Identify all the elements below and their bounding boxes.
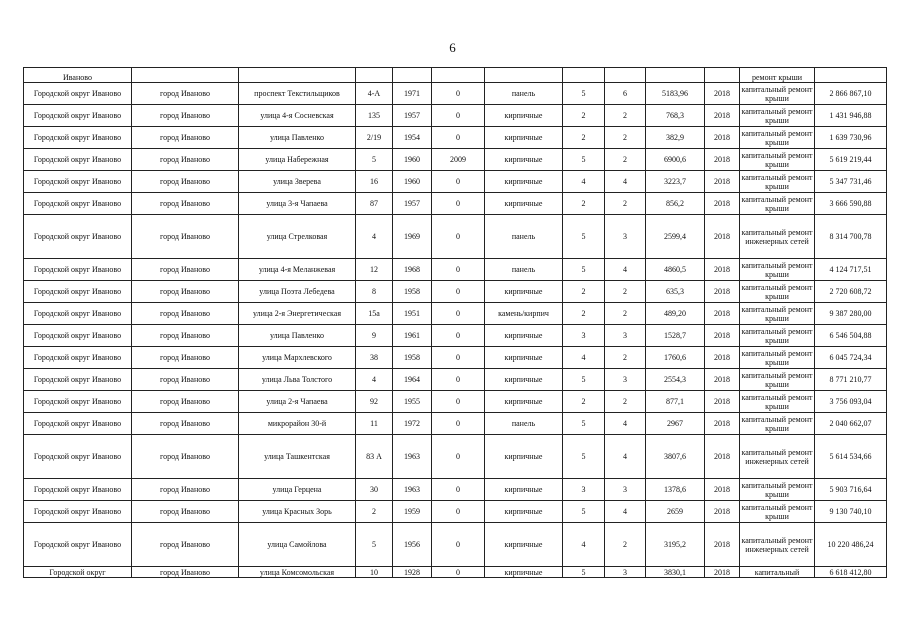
- cell-house: 87: [356, 193, 393, 215]
- cell-city: город Иваново: [132, 83, 239, 105]
- cell-entrances: 4: [605, 435, 646, 479]
- cell-material: [485, 68, 563, 83]
- cell-work: капитальный ремонт крыши: [740, 171, 815, 193]
- cell-year: 2018: [705, 171, 740, 193]
- table-row: [24, 501, 887, 523]
- cell-cost: 3 666 590,88: [815, 193, 887, 215]
- cell-work: ремонт крыши: [740, 68, 815, 83]
- cell-material: кирпичные: [485, 347, 563, 369]
- cell-cost: 2 040 662,07: [815, 413, 887, 435]
- cell-area: 2599,4: [646, 215, 705, 259]
- cell-municipality: Городской округ Иваново: [24, 171, 132, 193]
- cell-cost: 2 720 608,72: [815, 281, 887, 303]
- cell-street: улица 2-я Энергетическая: [239, 303, 356, 325]
- table-row: [24, 105, 887, 127]
- cell-municipality: Городской округ Иваново: [24, 127, 132, 149]
- cell-work: капитальный ремонт крыши: [740, 413, 815, 435]
- table-row: [24, 347, 887, 369]
- cell-floors: 2: [563, 281, 605, 303]
- cell-cost: 5 614 534,66: [815, 435, 887, 479]
- cell-material: кирпичные: [485, 127, 563, 149]
- cell-cost: 8 314 700,78: [815, 215, 887, 259]
- cell-built: 1928: [393, 567, 432, 578]
- cell-built: 1971: [393, 83, 432, 105]
- cell-built: 1972: [393, 413, 432, 435]
- cell-floors: 5: [563, 413, 605, 435]
- cell-street: микрорайон 30-й: [239, 413, 356, 435]
- cell-entrances: 3: [605, 325, 646, 347]
- cell-street: улица Поэта Лебедева: [239, 281, 356, 303]
- cell-floors: 5: [563, 501, 605, 523]
- cell-year: 2018: [705, 215, 740, 259]
- cell-year: [705, 68, 740, 83]
- cell-street: улица 4-я Сосневская: [239, 105, 356, 127]
- cell-area: 856,2: [646, 193, 705, 215]
- cell-rebuilt: 0: [432, 391, 485, 413]
- cell-house: 5: [356, 523, 393, 567]
- table-row: [24, 479, 887, 501]
- cell-year: 2018: [705, 501, 740, 523]
- cell-floors: 5: [563, 567, 605, 578]
- cell-entrances: 2: [605, 193, 646, 215]
- cell-area: 635,3: [646, 281, 705, 303]
- cell-work: капитальный ремонт крыши: [740, 281, 815, 303]
- cell-area: 5183,96: [646, 83, 705, 105]
- table-row: [24, 215, 887, 259]
- table-row: [24, 369, 887, 391]
- cell-work: капитальный ремонт крыши: [740, 479, 815, 501]
- cell-material: кирпичные: [485, 369, 563, 391]
- cell-built: 1956: [393, 523, 432, 567]
- table-row: [24, 259, 887, 281]
- cell-city: город Иваново: [132, 149, 239, 171]
- cell-floors: 3: [563, 325, 605, 347]
- cell-area: 768,3: [646, 105, 705, 127]
- cell-city: город Иваново: [132, 127, 239, 149]
- cell-area: 1528,7: [646, 325, 705, 347]
- cell-cost: 4 124 717,51: [815, 259, 887, 281]
- cell-city: [132, 68, 239, 83]
- cell-work: капитальный: [740, 567, 815, 578]
- cell-city: город Иваново: [132, 105, 239, 127]
- cell-work: капитальный ремонт инженерных сетей: [740, 435, 815, 479]
- cell-material: панель: [485, 215, 563, 259]
- cell-house: 30: [356, 479, 393, 501]
- cell-floors: 5: [563, 435, 605, 479]
- cell-area: 489,20: [646, 303, 705, 325]
- cell-year: 2018: [705, 567, 740, 578]
- cell-entrances: 4: [605, 501, 646, 523]
- cell-work: капитальный ремонт крыши: [740, 303, 815, 325]
- cell-work: капитальный ремонт крыши: [740, 391, 815, 413]
- cell-year: 2018: [705, 105, 740, 127]
- cell-area: 3830,1: [646, 567, 705, 578]
- cell-municipality: Ивановo: [24, 68, 132, 83]
- cell-year: 2018: [705, 127, 740, 149]
- table-row: [24, 325, 887, 347]
- cell-rebuilt: 0: [432, 479, 485, 501]
- cell-city: город Иваново: [132, 479, 239, 501]
- cell-floors: 3: [563, 479, 605, 501]
- cell-house: 11: [356, 413, 393, 435]
- cell-floors: 4: [563, 347, 605, 369]
- cell-city: город Иваново: [132, 171, 239, 193]
- cell-built: 1958: [393, 347, 432, 369]
- cell-rebuilt: 0: [432, 105, 485, 127]
- cell-material: кирпичные: [485, 501, 563, 523]
- cell-rebuilt: 2009: [432, 149, 485, 171]
- cell-entrances: 2: [605, 281, 646, 303]
- cell-work: капитальный ремонт крыши: [740, 501, 815, 523]
- cell-floors: 5: [563, 83, 605, 105]
- cell-year: 2018: [705, 347, 740, 369]
- cell-city: город Иваново: [132, 369, 239, 391]
- cell-municipality: Городской округ Иваново: [24, 259, 132, 281]
- cell-city: город Иваново: [132, 523, 239, 567]
- table-row: [24, 435, 887, 479]
- cell-floors: 5: [563, 369, 605, 391]
- cell-house: 15а: [356, 303, 393, 325]
- cell-city: город Иваново: [132, 325, 239, 347]
- cell-rebuilt: 0: [432, 413, 485, 435]
- cell-entrances: 2: [605, 149, 646, 171]
- cell-built: 1968: [393, 259, 432, 281]
- cell-built: 1969: [393, 215, 432, 259]
- cell-cost: 5 903 716,64: [815, 479, 887, 501]
- cell-street: улица Льва Толстого: [239, 369, 356, 391]
- cell-municipality: Городской округ Иваново: [24, 479, 132, 501]
- cell-house: 2/19: [356, 127, 393, 149]
- cell-entrances: 2: [605, 523, 646, 567]
- cell-municipality: Городской округ Иваново: [24, 105, 132, 127]
- cell-work: капитальный ремонт крыши: [740, 83, 815, 105]
- cell-city: город Иваново: [132, 215, 239, 259]
- cell-entrances: 4: [605, 413, 646, 435]
- cell-city: город Иваново: [132, 391, 239, 413]
- cell-municipality: Городской округ Иваново: [24, 325, 132, 347]
- cell-floors: 5: [563, 259, 605, 281]
- cell-street: улица Зверева: [239, 171, 356, 193]
- cell-work: капитальный ремонт крыши: [740, 259, 815, 281]
- cell-street: [239, 68, 356, 83]
- cell-cost: 2 866 867,10: [815, 83, 887, 105]
- cell-work: капитальный ремонт крыши: [740, 369, 815, 391]
- cell-built: 1954: [393, 127, 432, 149]
- cell-house: 9: [356, 325, 393, 347]
- cell-work: капитальный ремонт крыши: [740, 105, 815, 127]
- cell-street: улица Павленко: [239, 127, 356, 149]
- cell-rebuilt: 0: [432, 369, 485, 391]
- cell-year: 2018: [705, 479, 740, 501]
- cell-street: улица Герцена: [239, 479, 356, 501]
- cell-street: улица Мархлевского: [239, 347, 356, 369]
- table-row: [24, 127, 887, 149]
- page-number: 6: [449, 40, 456, 55]
- cell-material: кирпичные: [485, 435, 563, 479]
- cell-entrances: 6: [605, 83, 646, 105]
- cell-area: 2554,3: [646, 369, 705, 391]
- cell-cost: 8 771 210,77: [815, 369, 887, 391]
- cell-area: 6900,6: [646, 149, 705, 171]
- cell-year: 2018: [705, 369, 740, 391]
- cell-municipality: Городской округ Иваново: [24, 413, 132, 435]
- cell-cost: 5 619 219,44: [815, 149, 887, 171]
- cell-municipality: Городской округ Иваново: [24, 215, 132, 259]
- cell-city: город Иваново: [132, 413, 239, 435]
- table-row: [24, 523, 887, 567]
- cell-cost: 1 431 946,88: [815, 105, 887, 127]
- cell-floors: 5: [563, 149, 605, 171]
- cell-municipality: Городской округ Иваново: [24, 369, 132, 391]
- cell-built: 1957: [393, 193, 432, 215]
- cell-house: 4: [356, 215, 393, 259]
- cell-built: 1961: [393, 325, 432, 347]
- cell-built: 1963: [393, 435, 432, 479]
- cell-municipality: Городской округ Иваново: [24, 303, 132, 325]
- cell-municipality: Городской округ: [24, 567, 132, 578]
- cell-house: 5: [356, 149, 393, 171]
- cell-cost: 1 639 730,96: [815, 127, 887, 149]
- cell-house: 8: [356, 281, 393, 303]
- cell-material: панель: [485, 413, 563, 435]
- cell-area: 2967: [646, 413, 705, 435]
- cell-house: 38: [356, 347, 393, 369]
- cell-area: 2659: [646, 501, 705, 523]
- housing-repair-table: [23, 67, 887, 578]
- cell-street: улица Комсомольская: [239, 567, 356, 578]
- cell-material: кирпичные: [485, 325, 563, 347]
- cell-house: 92: [356, 391, 393, 413]
- cell-year: 2018: [705, 303, 740, 325]
- cell-entrances: 2: [605, 127, 646, 149]
- cell-street: улица Павленко: [239, 325, 356, 347]
- cell-municipality: Городской округ Иваново: [24, 281, 132, 303]
- cell-street: улица Стрелковая: [239, 215, 356, 259]
- cell-house: 83 А: [356, 435, 393, 479]
- cell-rebuilt: 0: [432, 325, 485, 347]
- table-row: [24, 193, 887, 215]
- cell-municipality: Городской округ Иваново: [24, 149, 132, 171]
- cell-floors: 2: [563, 391, 605, 413]
- table-row: [24, 303, 887, 325]
- cell-rebuilt: 0: [432, 83, 485, 105]
- cell-rebuilt: 0: [432, 303, 485, 325]
- cell-year: 2018: [705, 325, 740, 347]
- cell-house: 4: [356, 369, 393, 391]
- cell-year: 2018: [705, 193, 740, 215]
- cell-entrances: 2: [605, 347, 646, 369]
- table-row: [24, 171, 887, 193]
- cell-city: город Иваново: [132, 281, 239, 303]
- cell-year: 2018: [705, 391, 740, 413]
- cell-rebuilt: [432, 68, 485, 83]
- cell-cost: 9 387 280,00: [815, 303, 887, 325]
- cell-built: 1964: [393, 369, 432, 391]
- cell-year: 2018: [705, 83, 740, 105]
- cell-city: город Иваново: [132, 303, 239, 325]
- cell-floors: 2: [563, 303, 605, 325]
- cell-city: город Иваново: [132, 501, 239, 523]
- cell-entrances: 2: [605, 303, 646, 325]
- cell-municipality: Городской округ Иваново: [24, 347, 132, 369]
- cell-cost: 3 756 093,04: [815, 391, 887, 413]
- cell-municipality: Городской округ Иваново: [24, 435, 132, 479]
- cell-material: кирпичные: [485, 281, 563, 303]
- cell-house: 10: [356, 567, 393, 578]
- cell-material: кирпичные: [485, 523, 563, 567]
- cell-municipality: Городской округ Иваново: [24, 83, 132, 105]
- cell-built: 1957: [393, 105, 432, 127]
- cell-house: 135: [356, 105, 393, 127]
- cell-street: улица Самойлова: [239, 523, 356, 567]
- cell-area: 3223,7: [646, 171, 705, 193]
- cell-floors: 2: [563, 127, 605, 149]
- cell-year: 2018: [705, 259, 740, 281]
- cell-work: капитальный ремонт крыши: [740, 127, 815, 149]
- cell-street: улица 3-я Чапаева: [239, 193, 356, 215]
- cell-built: 1960: [393, 149, 432, 171]
- table-row: [24, 413, 887, 435]
- cell-city: город Иваново: [132, 435, 239, 479]
- cell-entrances: 4: [605, 259, 646, 281]
- cell-floors: 5: [563, 215, 605, 259]
- cell-rebuilt: 0: [432, 281, 485, 303]
- cell-rebuilt: 0: [432, 347, 485, 369]
- cell-entrances: 3: [605, 369, 646, 391]
- cell-material: кирпичные: [485, 149, 563, 171]
- table-row: [24, 567, 887, 578]
- table-row: [24, 149, 887, 171]
- cell-material: кирпичные: [485, 479, 563, 501]
- cell-work: капитальный ремонт крыши: [740, 347, 815, 369]
- cell-municipality: Городской округ Иваново: [24, 523, 132, 567]
- table-row: [24, 281, 887, 303]
- cell-floors: 2: [563, 193, 605, 215]
- cell-street: улица Красных Зорь: [239, 501, 356, 523]
- cell-city: город Иваново: [132, 347, 239, 369]
- cell-city: город Иваново: [132, 193, 239, 215]
- cell-rebuilt: 0: [432, 193, 485, 215]
- cell-floors: 4: [563, 523, 605, 567]
- cell-entrances: 2: [605, 391, 646, 413]
- cell-material: кирпичные: [485, 193, 563, 215]
- cell-street: улица 2-я Чапаева: [239, 391, 356, 413]
- cell-house: 4-А: [356, 83, 393, 105]
- cell-work: капитальный ремонт крыши: [740, 193, 815, 215]
- cell-house: 16: [356, 171, 393, 193]
- cell-city: город Иваново: [132, 259, 239, 281]
- cell-year: 2018: [705, 413, 740, 435]
- cell-work: капитальный ремонт инженерных сетей: [740, 523, 815, 567]
- cell-street: улица Набережная: [239, 149, 356, 171]
- cell-built: 1959: [393, 501, 432, 523]
- cell-entrances: 2: [605, 105, 646, 127]
- cell-entrances: [605, 68, 646, 83]
- cell-year: 2018: [705, 523, 740, 567]
- cell-municipality: Городской округ Иваново: [24, 501, 132, 523]
- cell-material: кирпичные: [485, 171, 563, 193]
- cell-cost: 6 045 724,34: [815, 347, 887, 369]
- cell-entrances: 4: [605, 171, 646, 193]
- cell-built: [393, 68, 432, 83]
- cell-rebuilt: 0: [432, 523, 485, 567]
- cell-built: 1955: [393, 391, 432, 413]
- cell-rebuilt: 0: [432, 215, 485, 259]
- cell-floors: 2: [563, 105, 605, 127]
- cell-floors: [563, 68, 605, 83]
- cell-work: капитальный ремонт крыши: [740, 149, 815, 171]
- table-row: [24, 83, 887, 105]
- cell-rebuilt: 0: [432, 127, 485, 149]
- cell-floors: 4: [563, 171, 605, 193]
- cell-area: 877,1: [646, 391, 705, 413]
- cell-year: 2018: [705, 281, 740, 303]
- cell-cost: 6 546 504,88: [815, 325, 887, 347]
- cell-entrances: 3: [605, 215, 646, 259]
- cell-work: капитальный ремонт инженерных сетей: [740, 215, 815, 259]
- cell-work: капитальный ремонт крыши: [740, 325, 815, 347]
- cell-material: панель: [485, 259, 563, 281]
- cell-year: 2018: [705, 149, 740, 171]
- cell-area: 382,9: [646, 127, 705, 149]
- cell-material: кирпичные: [485, 567, 563, 578]
- cell-year: 2018: [705, 435, 740, 479]
- cell-municipality: Городской округ Иваново: [24, 391, 132, 413]
- cell-area: 4860,5: [646, 259, 705, 281]
- cell-area: 1760,6: [646, 347, 705, 369]
- cell-entrances: 3: [605, 567, 646, 578]
- cell-cost: 5 347 731,46: [815, 171, 887, 193]
- cell-area: 1378,6: [646, 479, 705, 501]
- cell-material: камень/кирпич: [485, 303, 563, 325]
- table-row-continued: [24, 68, 887, 83]
- cell-street: улица Ташкентская: [239, 435, 356, 479]
- cell-city: город Иваново: [132, 567, 239, 578]
- cell-rebuilt: 0: [432, 567, 485, 578]
- cell-built: 1951: [393, 303, 432, 325]
- cell-cost: 10 220 486,24: [815, 523, 887, 567]
- cell-material: кирпичные: [485, 391, 563, 413]
- cell-area: [646, 68, 705, 83]
- cell-built: 1958: [393, 281, 432, 303]
- cell-material: панель: [485, 83, 563, 105]
- cell-built: 1960: [393, 171, 432, 193]
- cell-area: 3195,2: [646, 523, 705, 567]
- table-body: [24, 68, 887, 578]
- cell-street: проспект Текстильщиков: [239, 83, 356, 105]
- cell-street: улица 4-я Меланжевая: [239, 259, 356, 281]
- cell-rebuilt: 0: [432, 171, 485, 193]
- table-row: [24, 391, 887, 413]
- cell-rebuilt: 0: [432, 259, 485, 281]
- cell-cost: 9 130 740,10: [815, 501, 887, 523]
- cell-cost: [815, 68, 887, 83]
- cell-cost: 6 618 412,80: [815, 567, 887, 578]
- cell-rebuilt: 0: [432, 435, 485, 479]
- cell-house: 2: [356, 501, 393, 523]
- cell-municipality: Городской округ Иваново: [24, 193, 132, 215]
- cell-built: 1963: [393, 479, 432, 501]
- cell-house: 12: [356, 259, 393, 281]
- cell-material: кирпичные: [485, 105, 563, 127]
- cell-rebuilt: 0: [432, 501, 485, 523]
- cell-area: 3807,6: [646, 435, 705, 479]
- cell-entrances: 3: [605, 479, 646, 501]
- cell-house: [356, 68, 393, 83]
